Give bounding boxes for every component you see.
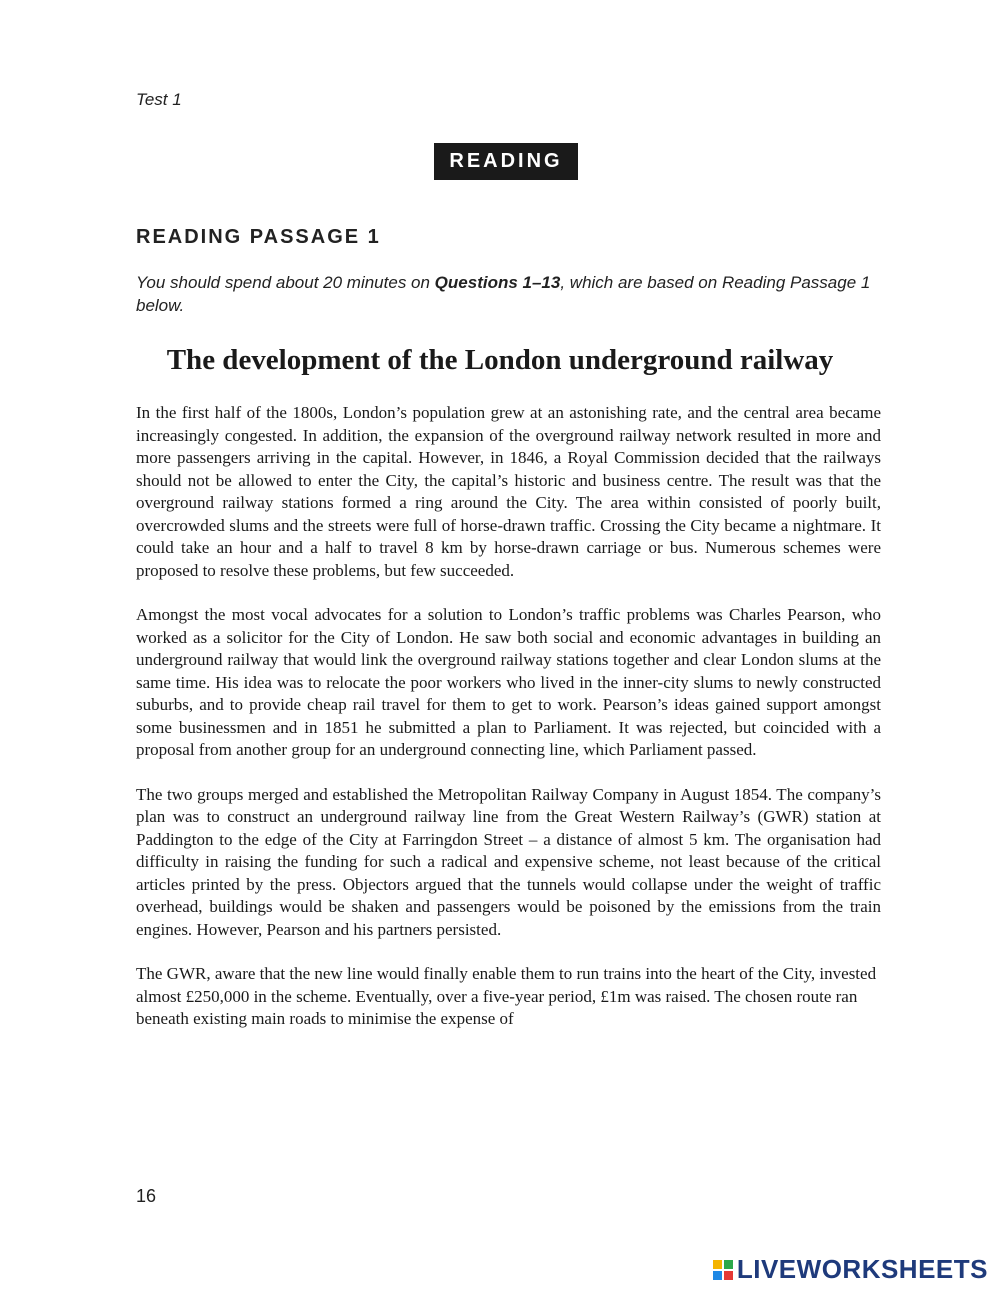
logo-icon — [713, 1260, 733, 1280]
liveworksheets-logo — [713, 1254, 988, 1285]
brand-name: LIVEWORKSHEETS — [736, 1254, 988, 1284]
paragraph-4: The GWR, aware that the new line would finally enable them to run trains into the heart of the City, invested almost £250,000 in the scheme. Eventually, over a five-year period, £1m was raised. The chosen route ran beneath existing main roads to minimise the expense of — [136, 964, 877, 1028]
section-badge: READING — [434, 143, 578, 180]
instructions-questions: Questions 1–13 — [434, 273, 561, 292]
test-label: Test 1 — [136, 90, 182, 109]
instructions-text-end: , which are based on Reading Passage 1 below. — [136, 273, 871, 315]
instructions-text: You should spend about 20 minutes on — [136, 273, 435, 292]
passage-heading: READING PASSAGE 1 — [136, 226, 381, 248]
article-body — [136, 402, 881, 1053]
article-title: The development of the London underground railway — [166, 344, 834, 376]
paragraph-2: Amongst the most vocal advocates for a solution to London’s traffic problems was Charles Pearson, who worked as a solicitor for the City of London. He saw both social and economic advantages in building an underground railway that would link the overground railway stations together and clear London slums at the same time. His idea was to relocate the poor workers who lived in the inner-city slums to newly constructed suburbs, and to provide cheap rail travel for them to get to work. Pearson’s ideas gained support amongst some businessmen and in 1851 he submitted a plan to Parliament. It was rejected, but coincided with a proposal from another group for an underground connecting line, which Parliament passed. — [136, 605, 881, 759]
page-number: 16 — [136, 1186, 157, 1206]
paragraph-1: In the first half of the 1800s, London’s population grew at an astonishing rate, and the central area became increasingly congested. In addition, the expansion of the overground railway network resulted in more and more passengers arriving in the capital. However, in 1846, a Royal Commission decided that the railways should not be allowed to enter the City, the capital’s historic and business centre. The result was that the overground railway stations formed a ring around the City. The area within consisted of poorly built, overcrowded slums and the streets were full of horse-drawn traffic. Crossing the City became a nightmare. It could take an hour and a half to travel 8 km by horse-drawn carriage or bus. Numerous schemes were proposed to resolve these problems, but few succeeded. — [136, 403, 881, 580]
instructions — [136, 271, 876, 317]
paragraph-3: The two groups merged and established the Metropolitan Railway Company in August 1854. The company’s plan was to construct an underground railway line from the Great Western Railway’s (GWR) station at Paddington to the edge of the City at Farringdon Street – a distance of almost 5 km. The organisation had difficulty in raising the funding for such a radical and expensive scheme, not least because of the critical articles printed by the press. Objectors argued that the tunnels would collapse under the weight of traffic overhead, buildings would be shaken and passengers would be poisoned by the emissions from the train engines. However, Pearson and his partners persisted. — [136, 784, 881, 939]
